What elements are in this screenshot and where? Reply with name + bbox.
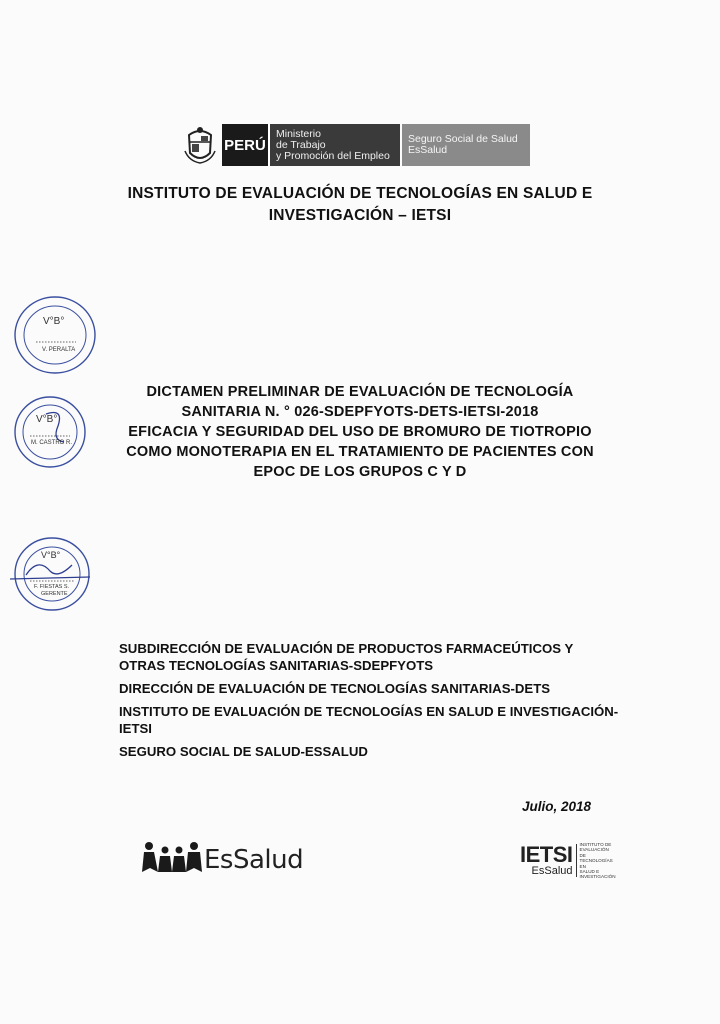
ietsi-desc-line: EVALUACIÓN DE (579, 847, 609, 858)
dictamen-title (110, 382, 610, 482)
organization-item: SEGURO SOCIAL DE SALUD-ESSALUD (119, 744, 368, 759)
document-date: Julio, 2018 (522, 799, 592, 814)
stamp-vb: V°B° (36, 414, 58, 425)
ietsi-logo-description (577, 842, 614, 880)
ietsi-footer-logo (520, 842, 614, 880)
ietsi-desc-line: INVESTIGACIÓN (579, 874, 616, 880)
peru-coat-of-arms-icon (180, 124, 220, 166)
stamp-name: M. CASTRO R. (31, 440, 73, 446)
stamp-name: F. FIESTAS S. (34, 584, 70, 590)
essalud-line: EsSalud (408, 144, 448, 156)
organization-list (119, 640, 619, 766)
ministry-line: de Trabajo (276, 138, 326, 151)
peru-label: PERÚ (222, 124, 270, 166)
essalud-line: Seguro Social de Salud (408, 133, 518, 145)
organization-item: DIRECCIÓN DE EVALUACIÓN DE TECNOLOGÍAS SANITARIAS-DETS (119, 681, 551, 696)
stamp-vb: V°B° (41, 550, 61, 560)
ietsi-desc-line: INSTITUTO DE (579, 842, 612, 847)
stamp-role: GERENTE (41, 591, 68, 597)
ietsi-logo-sub: EsSalud (531, 865, 573, 878)
ietsi-logo-text: IETSI (520, 842, 573, 868)
institute-title (100, 183, 620, 227)
institute-title-line: INVESTIGACIÓN – IETSI (268, 207, 452, 224)
approval-stamp-peralta (12, 294, 98, 376)
ministry-label (270, 124, 400, 166)
ministry-line: y Promoción del Empleo (276, 149, 390, 162)
family-figures-icon (140, 838, 202, 882)
government-header-logo (180, 124, 530, 166)
essalud-label (402, 124, 530, 166)
ietsi-desc-line: SALUD E (579, 869, 600, 875)
organization-item: INSTITUTO DE EVALUACIÓN DE TECNOLOGÍAS EN SALUD E INVESTIGACIÓN-IETSI (119, 704, 619, 736)
approval-stamp-castro (12, 394, 88, 470)
ministry-line: Ministerio (276, 127, 321, 140)
organization-item: SUBDIRECCIÓN DE EVALUACIÓN DE PRODUCTOS FARMACEÚTICOS Y OTRAS TECNOLOGÍAS SANITARIAS-SDEPFYOTS (119, 641, 574, 673)
stamp-name: V. PERALTA (42, 347, 76, 353)
essalud-logo-text: EsSalud (204, 845, 304, 875)
institute-title-line: INSTITUTO DE EVALUACIÓN DE TECNOLOGÍAS EN SALUD E (127, 185, 593, 202)
dictamen-line: COMO MONOTERAPIA EN EL TRATAMIENTO DE PACIENTES CON (126, 444, 594, 460)
stamp-vb: V°B° (43, 316, 65, 327)
dictamen-line: EPOC DE LOS GRUPOS C Y D (253, 464, 467, 480)
dictamen-line: EFICACIA Y SEGURIDAD DEL USO DE BROMURO DE TIOTROPIO (128, 424, 592, 440)
dictamen-line: DICTAMEN PRELIMINAR DE EVALUACIÓN DE TECNOLOGÍA (146, 384, 574, 400)
essalud-footer-logo (140, 838, 303, 882)
approval-stamp-fiestas (8, 535, 92, 613)
dictamen-line: SANITARIA N. ° 026-SDEPFYOTS-DETS-IETSI-2018 (181, 404, 539, 420)
ietsi-desc-line: TECNOLOGÍAS EN (579, 858, 613, 869)
